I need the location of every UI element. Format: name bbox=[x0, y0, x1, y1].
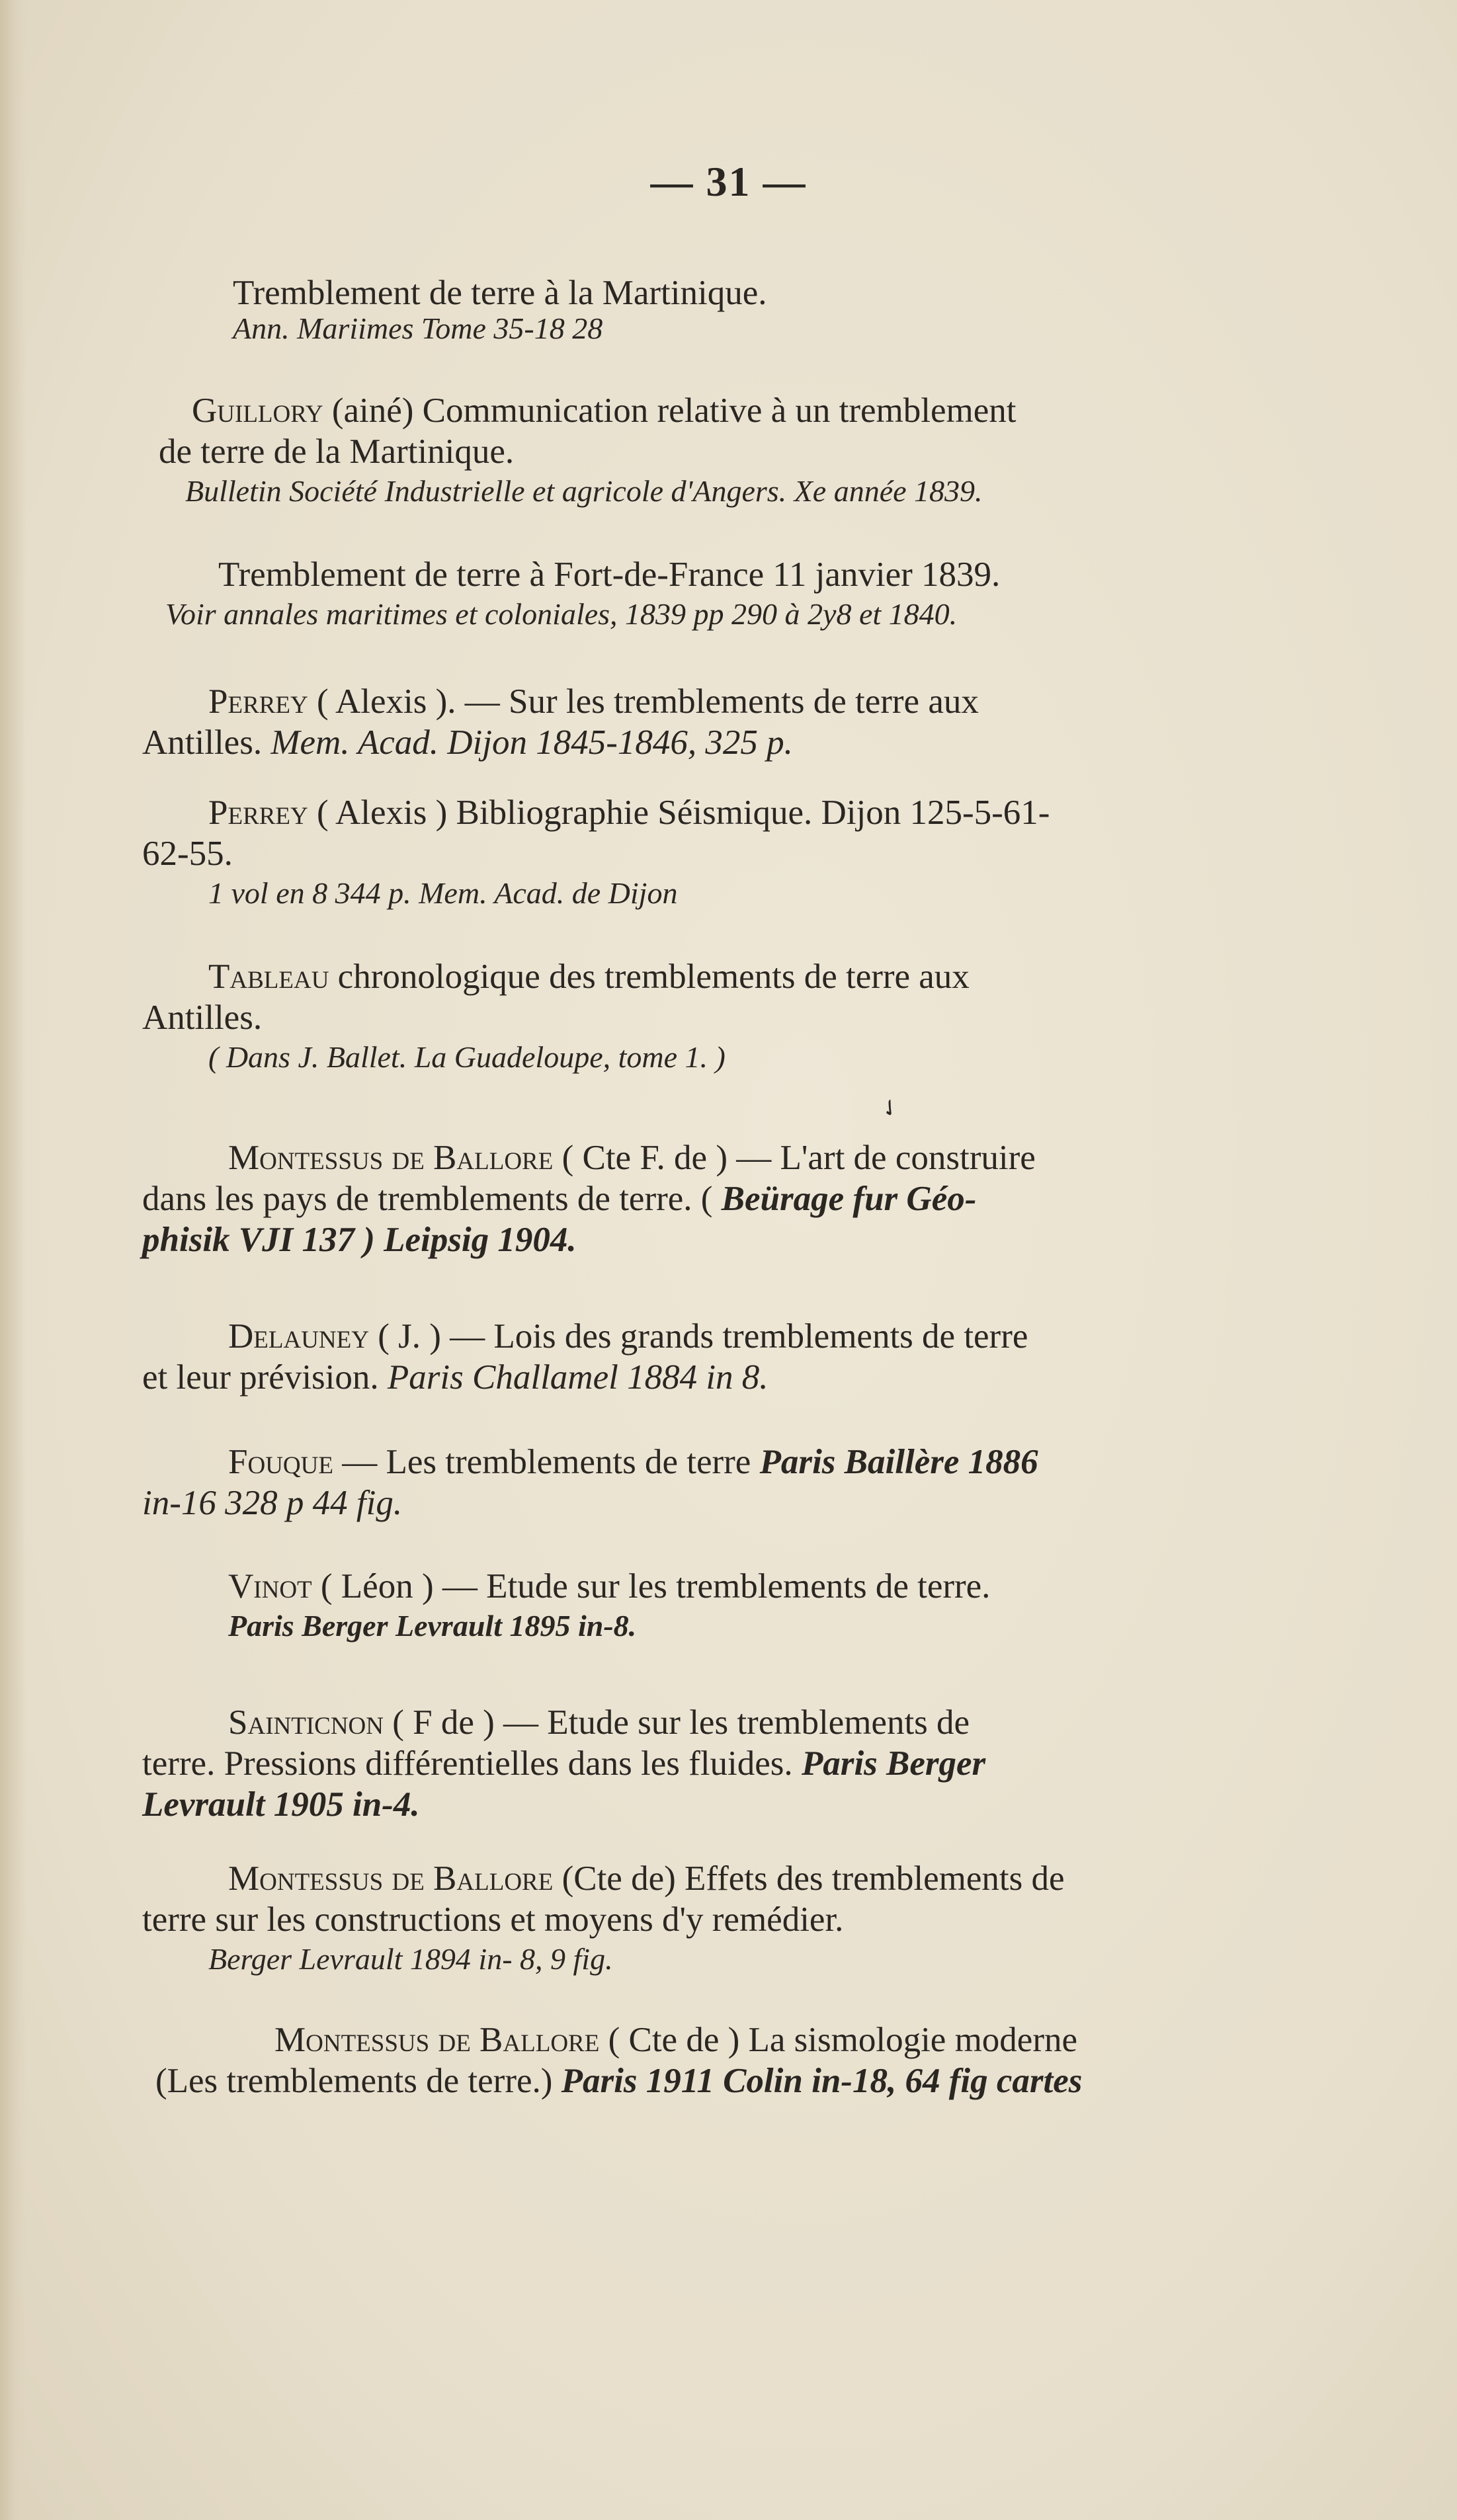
entry-title: Tremblement de terre à Fort-de-France 11 janvier 1839. bbox=[218, 555, 1001, 594]
entry-line: Perrey ( Alexis ) Bibliographie Séismique. Dijon 125-5-61- bbox=[208, 793, 1050, 832]
entry-line: Antilles. Mem. Acad. Dijon 1845-1846, 325 p. bbox=[142, 723, 793, 762]
entry-author: Perrey bbox=[208, 682, 308, 721]
bibliography-entry bbox=[142, 956, 970, 1077]
bibliography-entry bbox=[142, 1702, 985, 1825]
entry-author: Montessus de Ballore bbox=[274, 2021, 600, 2059]
entry-reference: Paris Berger bbox=[792, 1744, 986, 1783]
entry-author: Fouque bbox=[228, 1443, 333, 1481]
entry-line: terre sur les constructions et moyens d'y remédier. bbox=[142, 1900, 844, 1939]
entry-reference: Voir annales maritimes et coloniales, 1839 pp 290 à 2y8 et 1840. bbox=[165, 597, 958, 631]
entry-reference: ( Dans J. Ballet. La Guadeloupe, tome 1. ) bbox=[208, 1040, 726, 1074]
bibliography-entry bbox=[159, 390, 1016, 510]
entry-reference: in-16 328 p 44 fig. bbox=[142, 1484, 403, 1522]
entry-author: Sainticnon bbox=[228, 1703, 384, 1742]
entry-line: Antilles. bbox=[142, 998, 263, 1037]
page-number: — 31 — bbox=[650, 158, 807, 205]
entry-reference: Mem. Acad. Dijon 1845-1846, 325 p. bbox=[262, 723, 793, 762]
page-binding-edge bbox=[0, 0, 26, 2520]
entry-author: Montessus de Ballore bbox=[228, 1139, 554, 1177]
entry-author: Vinot bbox=[228, 1567, 312, 1605]
entry-line: Montessus de Ballore ( Cte de ) La sismologie moderne bbox=[274, 2021, 1077, 2059]
entry-reference: 1 vol en 8 344 p. Mem. Acad. de Dijon bbox=[208, 876, 678, 910]
entry-line: Sainticnon ( F de ) — Etude sur les tremblements de bbox=[228, 1703, 970, 1742]
entry-line: Perrey ( Alexis ). — Sur les tremblements de terre aux bbox=[208, 682, 979, 721]
bibliography-entry bbox=[142, 792, 1050, 913]
entry-author: Tableau bbox=[208, 957, 329, 996]
entry-reference: Levrault 1905 in-4. bbox=[142, 1785, 420, 1824]
entry-line: et leur prévision. Paris Challamel 1884 in 8. bbox=[142, 1358, 769, 1397]
bibliography-entry bbox=[142, 1442, 1038, 1524]
entry-reference: phisik VJI 137 ) Leipsig 1904. bbox=[142, 1221, 577, 1259]
bibliography-entry bbox=[142, 1316, 1028, 1398]
bibliography-entry bbox=[233, 272, 767, 348]
entry-reference: Paris Berger Levrault 1895 in-8. bbox=[228, 1609, 637, 1643]
entry-line: Delauney ( J. ) — Lois des grands tremblements de terre bbox=[228, 1317, 1028, 1356]
entry-line: terre. Pressions différentielles dans les fluides. Paris Berger bbox=[142, 1744, 986, 1783]
entry-line: Montessus de Ballore ( Cte F. de ) — L'art de construire bbox=[228, 1139, 1036, 1177]
entry-line: Guillory (ainé) Communication relative à un tremblement bbox=[192, 391, 1017, 430]
entry-line: dans les pays de tremblements de terre. ( Beürage fur Géo- bbox=[142, 1180, 977, 1218]
entry-reference: Berger Levrault 1894 in- 8, 9 fig. bbox=[208, 1942, 613, 1976]
entry-reference: Bulletin Société Industrielle et agricole d'Angers. Xe année 1839. bbox=[185, 474, 983, 508]
bibliography-entry bbox=[142, 1566, 990, 1645]
entry-author: Delauney bbox=[228, 1317, 369, 1356]
entry-reference: Paris Challamel 1884 in 8. bbox=[378, 1358, 769, 1397]
entry-line: de terre de la Martinique. bbox=[159, 432, 515, 471]
bibliography-entry bbox=[142, 681, 979, 763]
bibliography-entry bbox=[142, 1858, 1065, 1978]
entry-line: Vinot ( Léon ) — Etude sur les tremblements de terre. bbox=[228, 1567, 991, 1605]
stray-ink-mark: ✓ bbox=[875, 1093, 906, 1124]
entry-author: Perrey bbox=[208, 793, 308, 832]
entry-line: Montessus de Ballore (Cte de) Effets des tremblements de bbox=[228, 1859, 1065, 1898]
entry-author: Montessus de Ballore bbox=[228, 1859, 554, 1898]
entry-reference: Paris Baillère 1886 bbox=[751, 1443, 1038, 1481]
entry-line: Fouque — Les tremblements de terre Paris Baillère 1886 bbox=[228, 1443, 1038, 1481]
bibliography-entry bbox=[165, 554, 1000, 633]
entry-reference: Paris 1911 Colin in-18, 64 fig cartes bbox=[552, 2062, 1083, 2100]
entry-reference: Beürage fur Géo- bbox=[712, 1180, 977, 1218]
bibliography-entry bbox=[142, 2019, 1082, 2101]
entry-reference: Ann. Mariimes Tome 35-18 28 bbox=[233, 311, 603, 345]
entry-line: 62-55. bbox=[142, 834, 233, 873]
entry-author: Guillory bbox=[192, 391, 323, 430]
entry-line: (Les tremblements de terre.) Paris 1911 Colin in-18, 64 fig cartes bbox=[155, 2062, 1083, 2100]
entry-line: Tableau chronologique des tremblements de terre aux bbox=[208, 957, 970, 996]
bibliography-entry bbox=[142, 1137, 1036, 1260]
entry-title: Tremblement de terre à la Martinique. bbox=[233, 274, 767, 312]
